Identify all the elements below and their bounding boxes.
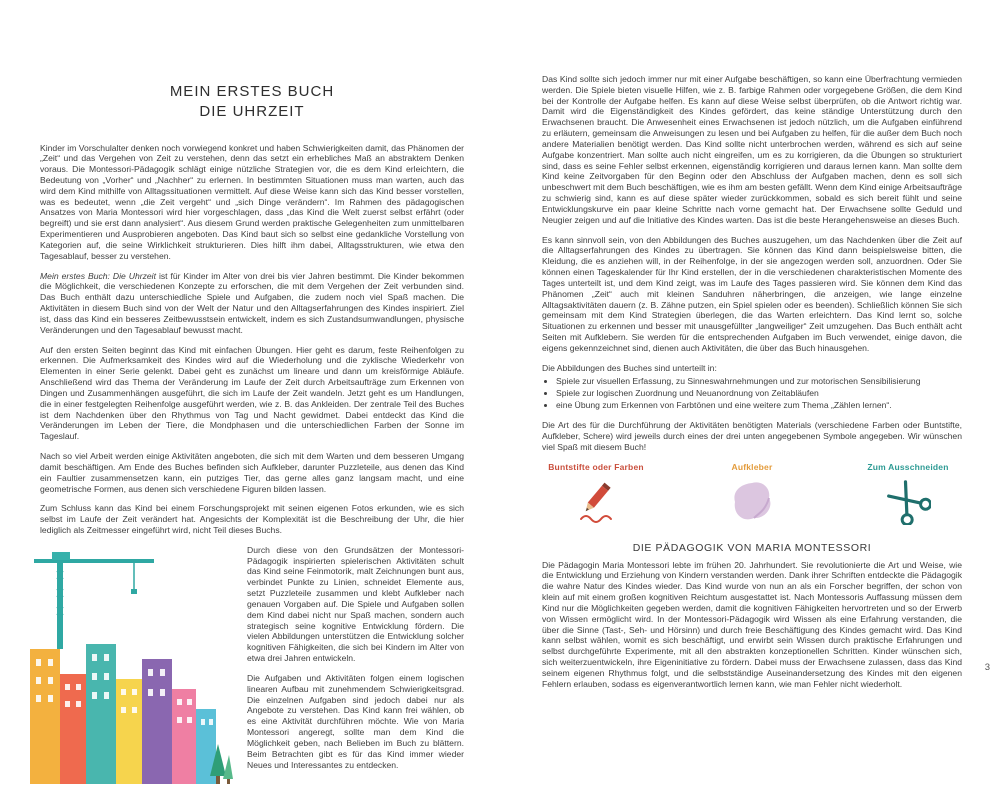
one-task-paragraph: Das Kind sollte sich jedoch immer nur mit einer Aufgabe beschäftigen, so kann eine Überfrachtung vermieden werden. Die Spiele bieten visuelle Hilfen, wie z. B. farbige Rahmen oder vorgegebene Größen, die dem Kind bei der Kontrolle der Aufgabe helfen. Es kann auf diese Weise selbst überprüfen, ob die Antwort richtig war. Damit wird die Eigenständigkeit des Kindes gefördert, das keine ständige Unterstützung durch den Erwachsenen braucht. Die Anwesenheit eines Erwachsenen ist jedoch nützlich, um die Aufgaben einführend zu erläutern, gemeinsam die Anweisungen zu lesen und bei Aufgaben zu helfen, für die außer dem Buch noch andere Materialien benötigt werden. Das Kind sollte nicht unterbrochen werden, während es sich auf seine Aufgabe konzentriert. Man sollte auch nicht eingreifen, um es zu korrigieren, da die Übungen so strukturiert sind, dass es seine Fehler selbst erkennen, eigenständig korrigieren und daraus lernen kann. Man sollte dem Kind keine Zeitvorgaben für den Beginn oder den Abschluss der Aufgaben machen, denn es soll sich unbeschwert mit dem Buch beschäftigen, wie es ihm am besten gefällt. Wenn dem Kind einige Arbeitsaufträge zu schwierig sind, kann es auf diese später wieder zurückkommen, sobald es sich bereit fühlt und seine Entwicklungskurve ein paar kleine Schritte nach vorne gemacht hat. Der Erwachsene sollte Geduld und Neugier zeigen und auf die Initiative des Kindes warten. Das ist die beste Herangehensweise an dieses Buch. <box>542 74 962 225</box>
book-sections-list <box>546 376 962 412</box>
everyday-transfer-paragraph: Es kann sinnvoll sein, von den Abbildungen des Buches auszugehen, um das Nachdenken über die Zeit auf die Alltagserfahrungen des Kindes zu übertragen. Sie können das Kind dann beispielsweise bitten, die Kleidung, die es anziehen will, in der Reihenfolge, in der sie angezogen werden soll, anzuordnen. Oder Sie können einen Tageskalender für Ihr Kind erstellen, der in die verschiedenen charakteristischen Momente des Tages unterteilt ist, und dem Kind zeigt, was im Laufe des Tages passieren wird. Sie können dem Kind das Phänomen „Zeit“ auch mit kleinen Sanduhren näherbringen, die anzeigen, wie lange einzelne Alltagsaktivitäten dauern (z. B. Zähne putzen, ein Spiel spielen oder es beenden). Schließlich können Sie sich gemeinsam mit dem Kind Strategien überlegen, die das Warten erleichtern. Das Kind lernt so, solche Situationen zu erkennen und besser mit unausgefüllter „langweiliger“ Zeit umzugehen. Das Buch enthält acht Seiten mit Aufklebern. Sie werden für die entsprechenden Aufgaben im Buch verwendet, einige davon, die eigens gekennzeichnet sind, dienen auch Aktivitäten, die über das Buch hinausgehen. <box>542 234 962 353</box>
bullet-item: • Spiele zur logischen Zuordnung und Neuanordnung von Zeitabläufen <box>556 388 962 399</box>
legend-label: Zum Ausschneiden <box>867 461 949 472</box>
buildings <box>30 644 216 784</box>
bullet-item: • eine Übung zum Erkennen von Farbtönen und eine weitere zum Thema „Zählen lernen“. <box>556 400 962 411</box>
tasks-structure-paragraph: Die Aufgaben und Aktivitäten folgen einem logischen linearen Aufbau mit zunehmendem Schwierigkeitsgrad. Die einzelnen Aufgaben sind jedoch dabei nur als Angebote zu verstehen. Das Kind kann frei wählen, ob es eine Aktivität durchführen möchte. Wie von Maria Montessori angeregt, sollte man dem Kind die Möglichkeit geben, nach Belieben im Buch zu blättern. Beim Betrachten gibt es für das Kind immer wieder Neues und Interessantes zu entdecken. <box>247 672 464 770</box>
montessori-paragraph: Die Pädagogin Maria Montessori lebte im frühen 20. Jahrhundert. Sie revolutionierte die Art und Weise, wie die Entwicklung und Erziehung von Kindern verstanden werden. Dank ihrer Schriften entdeckte die Pädagogik die wahre Natur des Kindes wieder. Das Kind wurde von nun an als ein Forscher begriffen, der schon von klein auf mit einem großen kognitiven Reichtum ausgestattet ist. Nach Montessoris Auffassung müssen dem Kind nur die Möglichkeiten gegeben werden, damit die kognitiven Fähigkeiten hervortreten und so der Erwerb von Wissen ermöglicht wird. In der Montessori-Pädagogik wird Wissen als eine Erfahrung verstanden, die über die Sinne (Tast-, Seh- und Hörsinn) und durch freie Beschäftigung des Kindes gemacht wird. Das Kind kann selbst wählen, womit es sich beschäftigt, und erwirbt sein Wissen durch praktische Erfahrungen und selbst durchgeführte Experimente, mit all den abstrakten konzeptionellen Schritten. Kinder wünschen sich, sich weiterzuentwickeln, ihre Eigeninitiative zu fördern. Dabei muss der Erwachsene zulassen, dass das Kind seinem eigenen Rhythmus folgt, und die selbstständige Auseinandersetzung des Kindes mit den eigenen Fehlern erlauben, sodass es eigenverantwortlich lernen kann, wie man Fehler nicht wiederholt. <box>542 559 962 689</box>
research-project-paragraph: Zum Schluss kann das Kind bei einem Forschungsprojekt mit seinen eigenen Fotos erkunden, wie es sich selbst im Laufe der Zeit verändert hat. Angesichts der Komplexität ist die Beschreibung der Uhr, die hier lediglich als Zeitmesser eingeführt wird, nicht Teil dieses Buchs. <box>40 503 464 535</box>
fine-motor-paragraph: Durch diese von den Grundsätzen der Montessori-Pädagogik inspirierten spielerischen Aktivitäten schult das Kind seine Feinmotorik, malt Zeichnungen bunt aus, verbindet Punkte zu Linien, schneidet Elemente aus, setzt Puzzleteile zusammen und klebt Aufkleber nach genauen Vorgaben auf. Die Spiele und Aufgaben sollen dem Kind dabei nicht nur Spaß machen, sondern auch strategisch seine kognitive Entwicklung fördern. Die vielen Abbildungen unterstützen die Entwicklung solcher kognitiven Fähigkeiten, die sich bei Kindern im Alter von etwa drei Jahren entwickeln. <box>247 544 464 664</box>
scissors-icon <box>885 479 931 525</box>
legend-item-pencils <box>542 462 650 530</box>
title-line-1: MEIN ERSTES BUCH <box>169 83 335 100</box>
intro-paragraph: Kinder im Vorschulalter denken noch vorwiegend konkret und haben Schwierigkeiten damit, das Phänomen der „Zeit“ und das Vergehen von Zeit zu verstehen, denn das setzt ein erhebliches Maß an abstraktem Denken voraus. Die Montessori-Pädagogik schlägt einige nützliche Strategien vor, die es dem Kind erleichtern, die Bedeutung von „Vorher“ und „Nachher“ zu erlernen. In bestimmten Situationen muss man warten, auch das wird dem Kind mithilfe von Alltagssituationen vermittelt. Auf diese Weise kann sich das Kind besser vorstellen, was es bedeutet, wenn „die Zeit vergeht“ und „sich Dinge verändern“. Im Rahmen des pädagogischen Ansatzes von Maria Montessori wird hier vorgeschlagen, dass „das Kind die Welt zuerst selbst erfährt (oder begreift) und sie erst dann analysiert“. Aus diesem Grund werden praktische Gelegenheiten zum unmittelbaren Experimentieren und Ausprobieren angeboten. Das Kind baut sich so selbst eine gedankliche Vorstellung von Kategorien auf, die seine Wirklichkeit strukturieren. Dies hilft ihm dabei, Alltagsstrukturen, wie etwa den Tagesablauf, besser zu verstehen. <box>40 142 464 261</box>
book-description-paragraph: Mein erstes Buch: Die Uhrzeit ist für Kinder im Alter von drei bis vier Jahren bestimmt. Die Kinder bekommen die Möglichkeit, die verschiedenen Konzepte zu erforschen, die mit dem Vergehen der Zeit verbunden sind. Das Buch enthält dazu unterschiedliche Spiele und Aufgaben, die zudem noch viel Spaß machen. Die Aktivitäten in diesem Buch sind von der Welt der Natur und den Alltagserfahrungen des Kindes inspiriert. Ziel ist, dass das Kind ein besseres Zeitbewusstsein entwickelt, indem es sich Zustandsumwandlungen, physische Veränderungen und den Tagesablauf bewusst macht. <box>40 270 464 335</box>
first-pages-paragraph: Auf den ersten Seiten beginnt das Kind mit einfachen Übungen. Hier geht es darum, feste Reihenfolgen zu erkennen. Die Aufmerksamkeit des Kindes wird auf die Wiederholung und die zyklische Wiederkehr von Elementen in einer Serie gelenkt. Dabei geht es zunächst um lineare und dann um kreisförmige Abläufe. Anschließend wird das Thema der Veränderung im Laufe der Zeit durch Arbeitsaufträge zum Erkennen von Dingen und Zusammenhängen ausgeführt, die sich im Laufe der Zeit wandeln. Jetzt geht es um Handlungen, die in einer festgelegten Reihenfolge ausgeführt werden, wie z. B. das Ankleiden. Der zentrale Teil des Buches ist dem Nachdenken über den Rhythmus von Tag und Nacht gewidmet. Dabei entdeckt das Kind die Veränderungen im Leben der Tiere, die Mondphasen und die unterschiedlichen Farben der Sonne im Tageslauf. <box>40 344 464 442</box>
right-page <box>542 0 962 786</box>
legend-item-stickers <box>698 462 806 530</box>
bullet-item: • Spiele zur visuellen Erfassung, zu Sinneswahrnehmungen und zur motorischen Sensibilisierung <box>556 376 962 387</box>
bullets-intro: Die Abbildungen des Buches sind unterteilt in: <box>542 362 717 373</box>
sticker-icon <box>729 479 775 525</box>
book-title-inline: Mein erstes Buch: Die Uhrzeit <box>40 270 156 281</box>
stickers-paragraph: Nach so viel Arbeit werden einige Aktivitäten angeboten, die sich mit dem Warten und dem besseren Umgang damit beschäftigen. Am Ende des Buches befinden sich Aufkleber, darunter Puzzleteile, aus denen das Kind ein Faultier zusammensetzen kann, ein putziges Tier, das gerne alles ganz langsam macht, und eine geometrische Formen, aus denen sich verschiedene Figuren bilden lassen. <box>40 451 464 494</box>
page-number: 3 <box>984 662 990 673</box>
page-title <box>40 82 464 123</box>
materials-legend <box>542 462 962 530</box>
legend-item-scissors <box>854 462 962 530</box>
montessori-heading: DIE PÄDAGOGIK VON MARIA MONTESSORI <box>632 541 872 554</box>
legend-label: Aufkleber <box>731 461 773 472</box>
city-skyline-illustration <box>28 549 233 784</box>
crane-icon <box>34 552 154 649</box>
materials-paragraph: Die Art des für die Durchführung der Aktivitäten benötigten Materials (verschiedene Farben oder Buntstifte, Aufkleber, Schere) wird jeweils durch eines der drei unten angegebenen Symbole angegeben. Wir wünschen viel Spaß mit diesem Buch! <box>542 420 962 452</box>
left-page <box>40 0 464 786</box>
pencil-icon <box>573 479 619 525</box>
title-line-2: DIE UHRZEIT <box>199 103 305 121</box>
legend-label: Buntstifte oder Farben <box>548 461 644 472</box>
